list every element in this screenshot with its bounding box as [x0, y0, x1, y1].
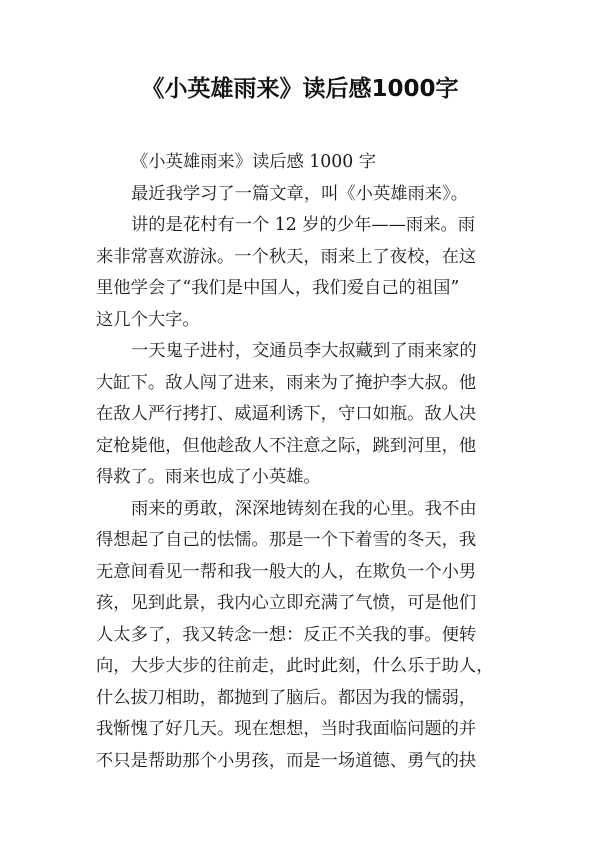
text-line: 孩，见到此景，我内心立即充满了气愤，可是他们	[96, 593, 477, 613]
text-line: 这几个大字。	[96, 309, 200, 330]
document-title: 《小英雄雨来》读后感1000字	[141, 76, 459, 102]
text-line: 《小英雄雨来》读后感 1000 字	[131, 152, 377, 172]
text-line: 讲的是花村有一个 12 岁的少年——雨来。雨	[131, 215, 476, 235]
text-line: 人太多了，我又转念一想：反正不关我的事。便转	[96, 624, 477, 645]
text-line: 向，大步大步的往前走，此时此刻，什么乐于助人，	[96, 656, 494, 676]
text-line: 里他学会了“我们是中国人，我们爱自己的祖国”	[96, 278, 460, 298]
text-line: 最近我学习了一篇文章，叫《小英雄雨来》。	[131, 183, 468, 204]
text-line: 我惭愧了好几天。现在想想，当时我面临问题的并	[96, 719, 477, 739]
text-line: 雨来的勇敢，深深地铸刻在我的心里。我不由	[131, 498, 477, 519]
text-line: 得想起了自己的怯懦。那是一个下着雪的冬天，我	[96, 530, 477, 550]
text-line: 在敌人严行拷打、威逼利诱下，守口如瓶。敌人决	[96, 404, 477, 424]
text-line: 来非常喜欢游泳。一个秋天，雨来上了夜校，在这	[96, 246, 477, 267]
text-line: 不只是帮助那个小男孩，而是一场道德、勇气的抉	[96, 750, 477, 771]
text-line: 定枪毙他，但他趁敌人不注意之际，跳到河里，他	[96, 435, 477, 456]
text-line: 什么拔刀相助，都抛到了脑后。都因为我的懦弱，	[96, 687, 477, 708]
text-line: 大缸下。敌人闯了进来，雨来为了掩护李大叔。他	[96, 372, 477, 393]
text-line: 一天鬼子进村，交通员李大叔藏到了雨来家的	[131, 341, 477, 361]
text-line: 无意间看见一帮和我一般大的人，在欺负一个小男	[96, 561, 477, 582]
document-body	[96, 147, 506, 777]
text-line: 得救了。雨来也成了小英雄。	[96, 467, 321, 487]
